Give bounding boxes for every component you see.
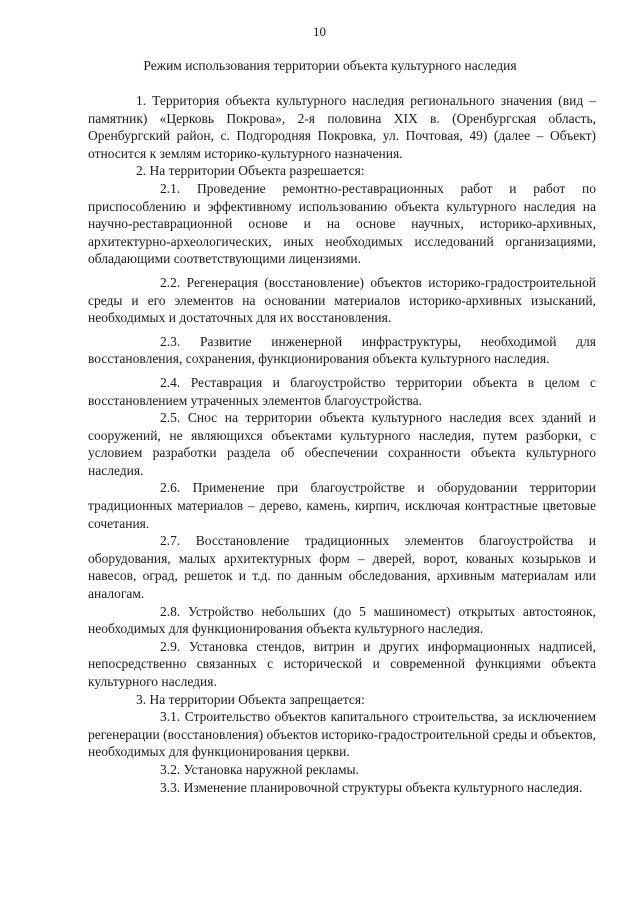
paragraph-2: 2. На территории Объекта разрешается: — [136, 163, 365, 179]
paragraph-3-1: 3.1. Строительство объектов капитального строительства, за исключением регенерации (восстановления) объектов историко-градостроительной среды и объектов, необходимых для функционирования церкви. — [88, 709, 596, 760]
paragraph-2-7: 2.7. Восстановление традиционных элементов благоустройства и оборудования, малых архитектурных форм – дверей, ворот, кованых козырьков и навесов, оград, решеток и т.д. по данным обследования, архивным материалам или аналогам. — [88, 533, 596, 602]
paragraph-2-4: 2.4. Реставрация и благоустройство территории объекта в целом с восстановлением утраченных элементов благоустройства. — [88, 374, 596, 408]
document-title: Режим использования территории объекта культурного наследия — [143, 58, 517, 73]
paragraph-2-8: 2.8. Устройство небольших (до 5 машиномест) открытых автостоянок, необходимых для функционирования объекта культурного наследия. — [88, 603, 596, 637]
paragraph-2-6: 2.6. Применение при благоустройстве и оборудовании территории традиционных материалов – дерево, камень, кирпич, исключая контрастные цветовые сочетания. — [88, 480, 596, 531]
paragraph-1: 1. Территория объекта культурного наследия регионального значения (вид – памятник) «Церковь Покрова», 2-я половина XIX в. (Оренбургская область, Оренбургский район, с. Подгородняя Покровка, ул. Почтовая, 49) (далее – Объект) относится к землям историко-культурного назначения. — [88, 93, 596, 161]
paragraph-2-9: 2.9. Установка стендов, витрин и других информационных надписей, непосредственно связанных с исторической и современной функциями объекта культурного наследия. — [88, 638, 596, 689]
paragraph-3-3: 3.3. Изменение планировочной структуры объекта культурного наследия. — [160, 779, 583, 795]
paragraph-2-3: 2.3. Развитие инженерной инфраструктуры, необходимой для восстановления, сохранения, функционирования объекта культурного наследия. — [88, 333, 596, 367]
paragraph-2-5: 2.5. Снос на территории объекта культурного наследия всех зданий и сооружений, не являющихся объектами культурного наследия, путем разборки, с условием разработки раздела об обеспечении сохранности объекта культурного наследия. — [88, 410, 596, 478]
paragraph-3: 3. На территории Объекта запрещается: — [136, 691, 365, 707]
page-number: 10 — [313, 24, 326, 39]
paragraph-3-2: 3.2. Установка наружной рекламы. — [160, 761, 359, 777]
document-body — [88, 92, 596, 796]
paragraph-2-1: 2.1. Проведение ремонтно-реставрационных работ и работ по приспособлению и эффективному использованию объекта культурного наследия на научно-реставрационной основе и на основе научных, историко-архивных, архитектурно-археологических, иных необходимых исследований организациями, обладающими соответствующими лицензиями. — [88, 180, 596, 267]
paragraph-2-2: 2.2. Регенерация (восстановление) объектов историко-градостроительной среды и его элементов на основании материалов историко-архивных изысканий, необходимых и достаточных для их восстановления. — [88, 274, 596, 326]
